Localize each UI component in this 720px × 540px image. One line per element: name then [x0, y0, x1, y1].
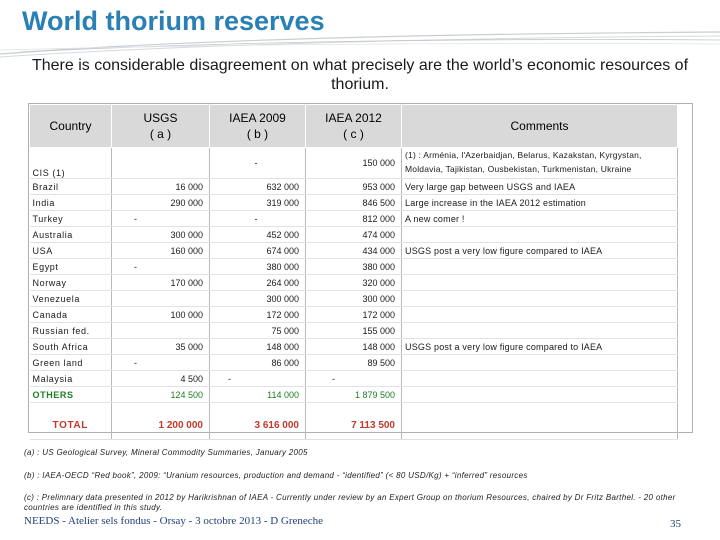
cell-country: Green land — [30, 355, 112, 371]
table-row-others — [30, 387, 678, 403]
cell-iaea-2009: 674 000 — [210, 243, 306, 259]
reserves-table — [29, 104, 678, 440]
cell-comment: Large increase in the IAEA 2012 estimation — [402, 195, 678, 211]
cell-iaea-2012: 812 000 — [306, 211, 402, 227]
cell-usgs: - — [112, 355, 210, 371]
cell-usgs: 300 000 — [112, 227, 210, 243]
cell-country: India — [30, 195, 112, 211]
cell-iaea-2012: 953 000 — [306, 179, 402, 195]
cell-usgs — [112, 323, 210, 339]
cell-iaea-2012: 155 000 — [306, 323, 402, 339]
cell-comment: A new comer ! — [402, 211, 678, 227]
cell-usgs: 170 000 — [112, 275, 210, 291]
cell-iaea-2012: 380 000 — [306, 259, 402, 275]
cell-iaea-2012: 148 000 — [306, 339, 402, 355]
cell-iaea-2012: 89 500 — [306, 355, 402, 371]
cell-usgs: - — [112, 211, 210, 227]
cell-country: CIS (1) — [30, 148, 112, 179]
table-row — [30, 307, 678, 323]
cell-country: OTHERS — [30, 387, 112, 403]
cell-total-iaea-2009: 3 616 000 — [210, 411, 306, 440]
cell-iaea-2009: 264 000 — [210, 275, 306, 291]
table-row — [30, 323, 678, 339]
cell-usgs: - — [112, 259, 210, 275]
cell-iaea-2012: 434 000 — [306, 243, 402, 259]
cell-country: USA — [30, 243, 112, 259]
cell-country: South Africa — [30, 339, 112, 355]
slide-subtitle: There is considerable disagreement on what precisely are the world’s economic resources of thorium. — [31, 57, 689, 93]
cell-usgs: 290 000 — [112, 195, 210, 211]
cell-iaea-2012: 300 000 — [306, 291, 402, 307]
cell-comment — [402, 275, 678, 291]
cell-usgs — [112, 148, 210, 179]
footnote-b: (b) : IAEA-OECD “Red book”, 2009: “Uranium resources, production and demand - “identified” (< 80 USD/Kg) + “inferred” resources — [24, 471, 528, 480]
table-spacer-row — [30, 403, 678, 412]
footnote-a: (a) : US Geological Survey, Mineral Commodity Summaries, January 2005 — [24, 448, 308, 457]
cell-total-label: TOTAL — [30, 411, 112, 440]
cell-iaea-2009: - — [210, 371, 306, 387]
header-comments: Comments — [402, 105, 678, 148]
table-row — [30, 355, 678, 371]
cell-iaea-2009: 75 000 — [210, 323, 306, 339]
header-iaea-2009: IAEA 2009 ( b ) — [210, 105, 306, 148]
reserves-table-container — [28, 103, 693, 433]
cell-iaea-2012: 172 000 — [306, 307, 402, 323]
cell-country: Venezuela — [30, 291, 112, 307]
cell-usgs: 4 500 — [112, 371, 210, 387]
table-row — [30, 371, 678, 387]
slide-title: World thorium reserves — [22, 6, 325, 36]
cell-iaea-2012: 846 500 — [306, 195, 402, 211]
cell-usgs: 100 000 — [112, 307, 210, 323]
table-row — [30, 148, 678, 179]
cell-iaea-2009: 114 000 — [210, 387, 306, 403]
cell-usgs: 35 000 — [112, 339, 210, 355]
table-row — [30, 227, 678, 243]
cell-iaea-2009: 452 000 — [210, 227, 306, 243]
cell-iaea-2009: 380 000 — [210, 259, 306, 275]
cell-country: Malaysia — [30, 371, 112, 387]
cell-country: Russian fed. — [30, 323, 112, 339]
table-row-total — [30, 411, 678, 440]
table-row — [30, 291, 678, 307]
cell-comment — [402, 387, 678, 403]
cell-country: Egypt — [30, 259, 112, 275]
cell-iaea-2009: 319 000 — [210, 195, 306, 211]
table-row — [30, 259, 678, 275]
cell-iaea-2009: 300 000 — [210, 291, 306, 307]
cell-usgs: 160 000 — [112, 243, 210, 259]
cell-comment — [402, 307, 678, 323]
cell-iaea-2009: 632 000 — [210, 179, 306, 195]
cell-comment: USGS post a very low figure compared to IAEA — [402, 339, 678, 355]
cell-comment — [402, 259, 678, 275]
footnote-c: (c) : Prelimnary data presented in 2012 by Harikrishnan of IAEA - Currently under review by an Expert Group on thorium Resources, chaired by Dr Fritz Barthel. - 20 other countries are identified in this study. — [24, 493, 676, 512]
cell-iaea-2012: 474 000 — [306, 227, 402, 243]
cell-iaea-2009: - — [210, 211, 306, 227]
cell-usgs — [112, 291, 210, 307]
cell-iaea-2012: 320 000 — [306, 275, 402, 291]
cell-total-comment — [402, 411, 678, 440]
header-iaea-2012: IAEA 2012 ( c ) — [306, 105, 402, 148]
cell-country: Australia — [30, 227, 112, 243]
cell-usgs: 16 000 — [112, 179, 210, 195]
cell-country: Canada — [30, 307, 112, 323]
table-row — [30, 275, 678, 291]
table-header-row — [30, 105, 678, 148]
cell-iaea-2009: 148 000 — [210, 339, 306, 355]
cell-comment: (1) : Arménia, l'Azerbaidjan, Belarus, Kazakstan, Kyrgystan, Moldavia, Tajikistan, Ousbekistan, Turkmenistan, Ukraine — [402, 148, 678, 179]
cell-total-usgs: 1 200 000 — [112, 411, 210, 440]
header-usgs: USGS ( a ) — [112, 105, 210, 148]
cell-comment: Very large gap between USGS and IAEA — [402, 179, 678, 195]
table-row — [30, 195, 678, 211]
table-body — [30, 148, 678, 440]
cell-iaea-2009: 172 000 — [210, 307, 306, 323]
table-row — [30, 339, 678, 355]
cell-comment — [402, 355, 678, 371]
cell-usgs: 124 500 — [112, 387, 210, 403]
cell-iaea-2009: - — [210, 148, 306, 179]
cell-total-iaea-2012: 7 113 500 — [306, 411, 402, 440]
cell-country: Turkey — [30, 211, 112, 227]
header-country: Country — [30, 105, 112, 148]
footer-text: NEEDS - Atelier sels fondus - Orsay - 3 octobre 2013 - D Greneche — [24, 515, 324, 527]
cell-country: Brazil — [30, 179, 112, 195]
table-row — [30, 179, 678, 195]
cell-comment: USGS post a very low figure compared to IAEA — [402, 243, 678, 259]
cell-comment — [402, 291, 678, 307]
cell-iaea-2009: 86 000 — [210, 355, 306, 371]
cell-comment — [402, 227, 678, 243]
cell-comment — [402, 323, 678, 339]
cell-iaea-2012: 1 879 500 — [306, 387, 402, 403]
table-row — [30, 243, 678, 259]
cell-iaea-2012: 150 000 — [306, 148, 402, 179]
page-number: 35 — [670, 518, 681, 530]
cell-comment — [402, 371, 678, 387]
cell-country: Norway — [30, 275, 112, 291]
table-row — [30, 211, 678, 227]
cell-iaea-2012: - — [306, 371, 402, 387]
